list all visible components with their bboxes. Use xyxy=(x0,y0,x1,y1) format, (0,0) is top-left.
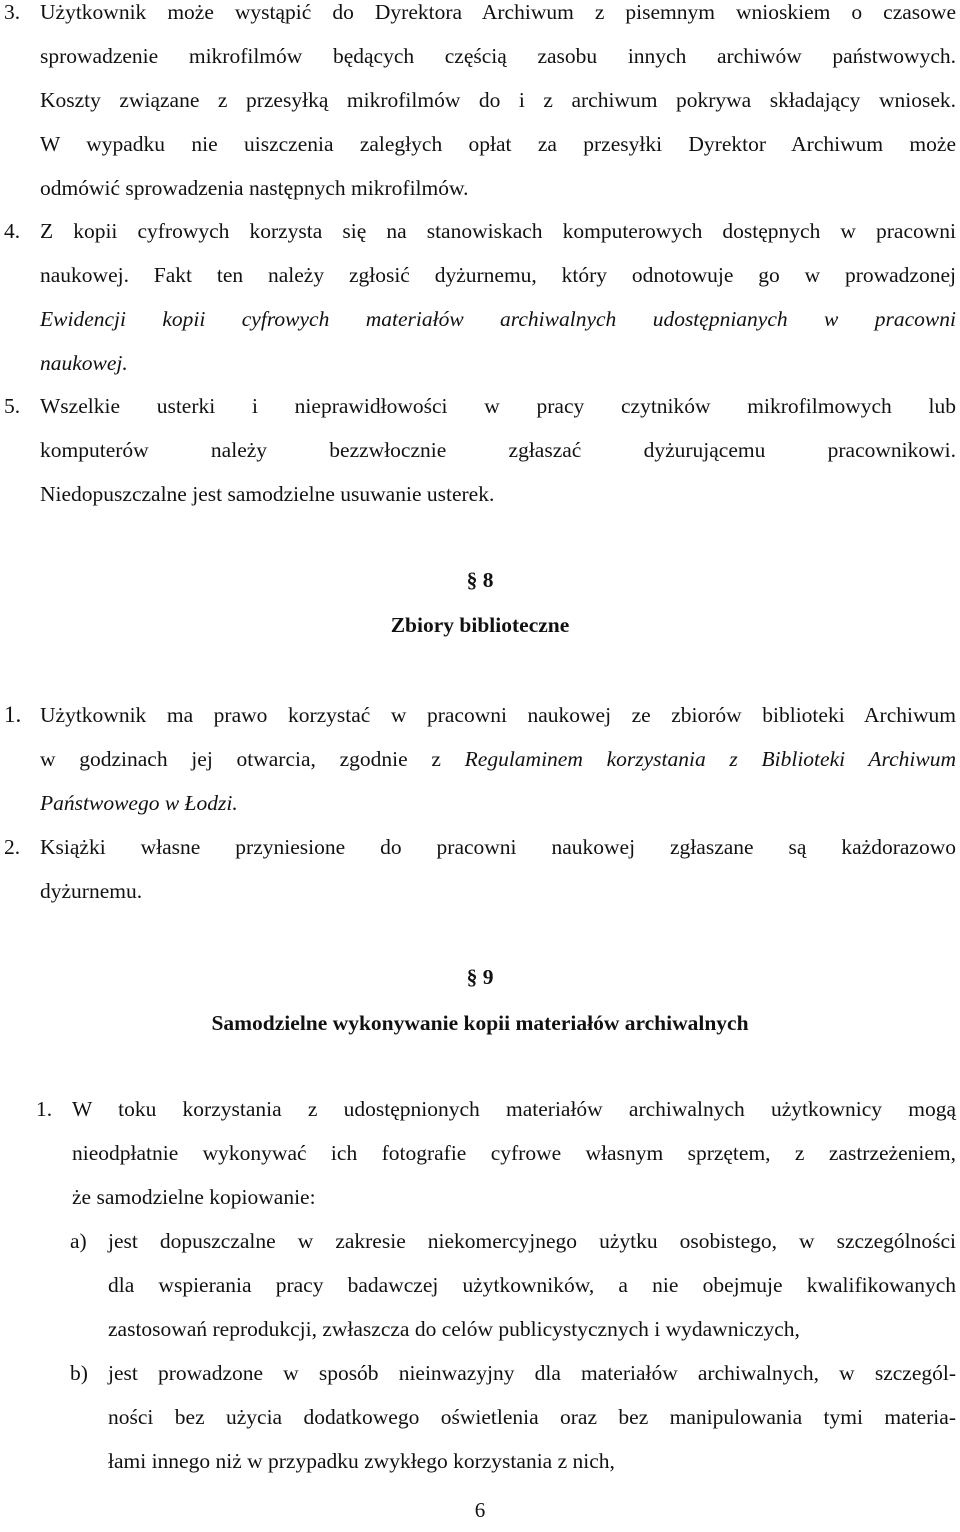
section-8-number: § 8 xyxy=(466,568,494,592)
regulation-title-italic: Regulaminem korzystania z Biblioteki Archiwum xyxy=(464,747,956,771)
text-line: dyżurnemu. xyxy=(40,879,143,903)
text-line: dla wspierania pracy badawczej użytkowników, a nie obejmuje kwalifikowanych xyxy=(108,1273,956,1297)
text-line: łami innego niż w przypadku zwykłego korzystania z nich, xyxy=(108,1449,615,1473)
text-line: komputerów należy bezzwłocznie zgłaszać dyżurującemu pracownikowi. xyxy=(40,438,956,462)
list-item-5 xyxy=(4,384,956,516)
list-number: 1. xyxy=(4,702,22,727)
text-line: sprowadzenie mikrofilmów będących częścią zasobu innych archiwów państwowych. xyxy=(40,44,956,68)
text-line: Użytkownik może wystąpić do Dyrektora Archiwum z pisemnym wnioskiem o czasowe xyxy=(40,0,956,24)
text-line: jest dopuszczalne w zakresie niekomercyjnego użytku osobistego, w szczególności xyxy=(108,1229,956,1253)
section-8-title: Zbiory biblioteczne xyxy=(390,613,570,637)
text-line: naukowej. Fakt ten należy zgłosić dyżurnemu, który odnotowuje go w prowadzonej xyxy=(40,263,956,287)
text-line xyxy=(40,341,956,385)
list-item-text xyxy=(40,825,956,913)
text-plain: w godzinach jej otwarcia, zgodnie z xyxy=(40,747,465,771)
list-item-3 xyxy=(4,0,956,210)
list-item-4 xyxy=(4,209,956,385)
sub-item-label: a) xyxy=(70,1229,87,1253)
evidence-title-italic: Ewidencji kopii cyfrowych materiałów archiwalnych udostępnianych w pracowni xyxy=(40,307,956,331)
sub-item-b xyxy=(70,1351,956,1483)
text-line: ności bez użycia dodatkowego oświetlenia oraz bez manipulowania tymi materia- xyxy=(108,1405,956,1429)
evidence-title-italic: naukowej. xyxy=(40,351,128,375)
text-line xyxy=(40,737,956,781)
text-line: odmówić sprowadzenia następnych mikrofilmów. xyxy=(40,176,469,200)
list-item-text xyxy=(40,209,956,385)
section-9-number: § 9 xyxy=(466,965,494,989)
sub-item-label: b) xyxy=(70,1361,88,1385)
list-number: 5. xyxy=(4,394,21,418)
section-9-title: Samodzielne wykonywanie kopii materiałów archiwalnych xyxy=(211,1011,749,1035)
list-number: 1. xyxy=(36,1097,53,1121)
list-item-text xyxy=(72,1087,956,1219)
section-8-item-1 xyxy=(4,693,956,825)
page-number: 6 xyxy=(474,1498,486,1522)
regulation-title-italic: Państwowego w Łodzi. xyxy=(40,791,238,815)
list-number: 4. xyxy=(4,219,21,243)
text-line: Niedopuszczalne jest samodzielne usuwanie usterek. xyxy=(40,482,495,506)
text-line xyxy=(40,297,956,341)
list-number: 2. xyxy=(4,835,21,859)
text-line xyxy=(40,781,956,825)
list-number: 3. xyxy=(4,0,21,24)
sub-item-a xyxy=(70,1219,956,1351)
text-line: Z kopii cyfrowych korzysta się na stanowiskach komputerowych dostępnych w pracowni xyxy=(40,219,956,243)
section-9-item-1 xyxy=(36,1087,956,1219)
text-line: W toku korzystania z udostępnionych materiałów archiwalnych użytkownicy mogą xyxy=(72,1097,956,1121)
text-line: Wszelkie usterki i nieprawidłowości w pracy czytników mikrofilmowych lub xyxy=(40,394,956,418)
sub-item-text xyxy=(108,1219,956,1351)
list-item-text xyxy=(40,693,956,825)
text-line: Koszty związane z przesyłką mikrofilmów do i z archiwum pokrywa składający wniosek. xyxy=(40,88,956,112)
text-line: Użytkownik ma prawo korzystać w pracowni naukowej ze zbiorów biblioteki Archiwum xyxy=(40,703,956,727)
text-line: zastosowań reprodukcji, zwłaszcza do celów publicystycznych i wydawniczych, xyxy=(108,1317,800,1341)
text-line: jest prowadzone w sposób nieinwazyjny dla materiałów archiwalnych, w szczegól- xyxy=(108,1361,956,1385)
section-8-item-2 xyxy=(4,825,956,913)
text-line: Książki własne przyniesione do pracowni naukowej zgłaszane są każdorazowo xyxy=(40,835,956,859)
text-line: W wypadku nie uiszczenia zaległych opłat za przesyłki Dyrektor Archiwum może xyxy=(40,132,956,156)
sub-item-text xyxy=(108,1351,956,1483)
text-line: że samodzielne kopiowanie: xyxy=(72,1185,316,1209)
list-item-text xyxy=(40,384,956,516)
list-item-text xyxy=(40,0,956,210)
text-line: nieodpłatnie wykonywać ich fotografie cyfrowe własnym sprzętem, z zastrzeżeniem, xyxy=(72,1141,956,1165)
